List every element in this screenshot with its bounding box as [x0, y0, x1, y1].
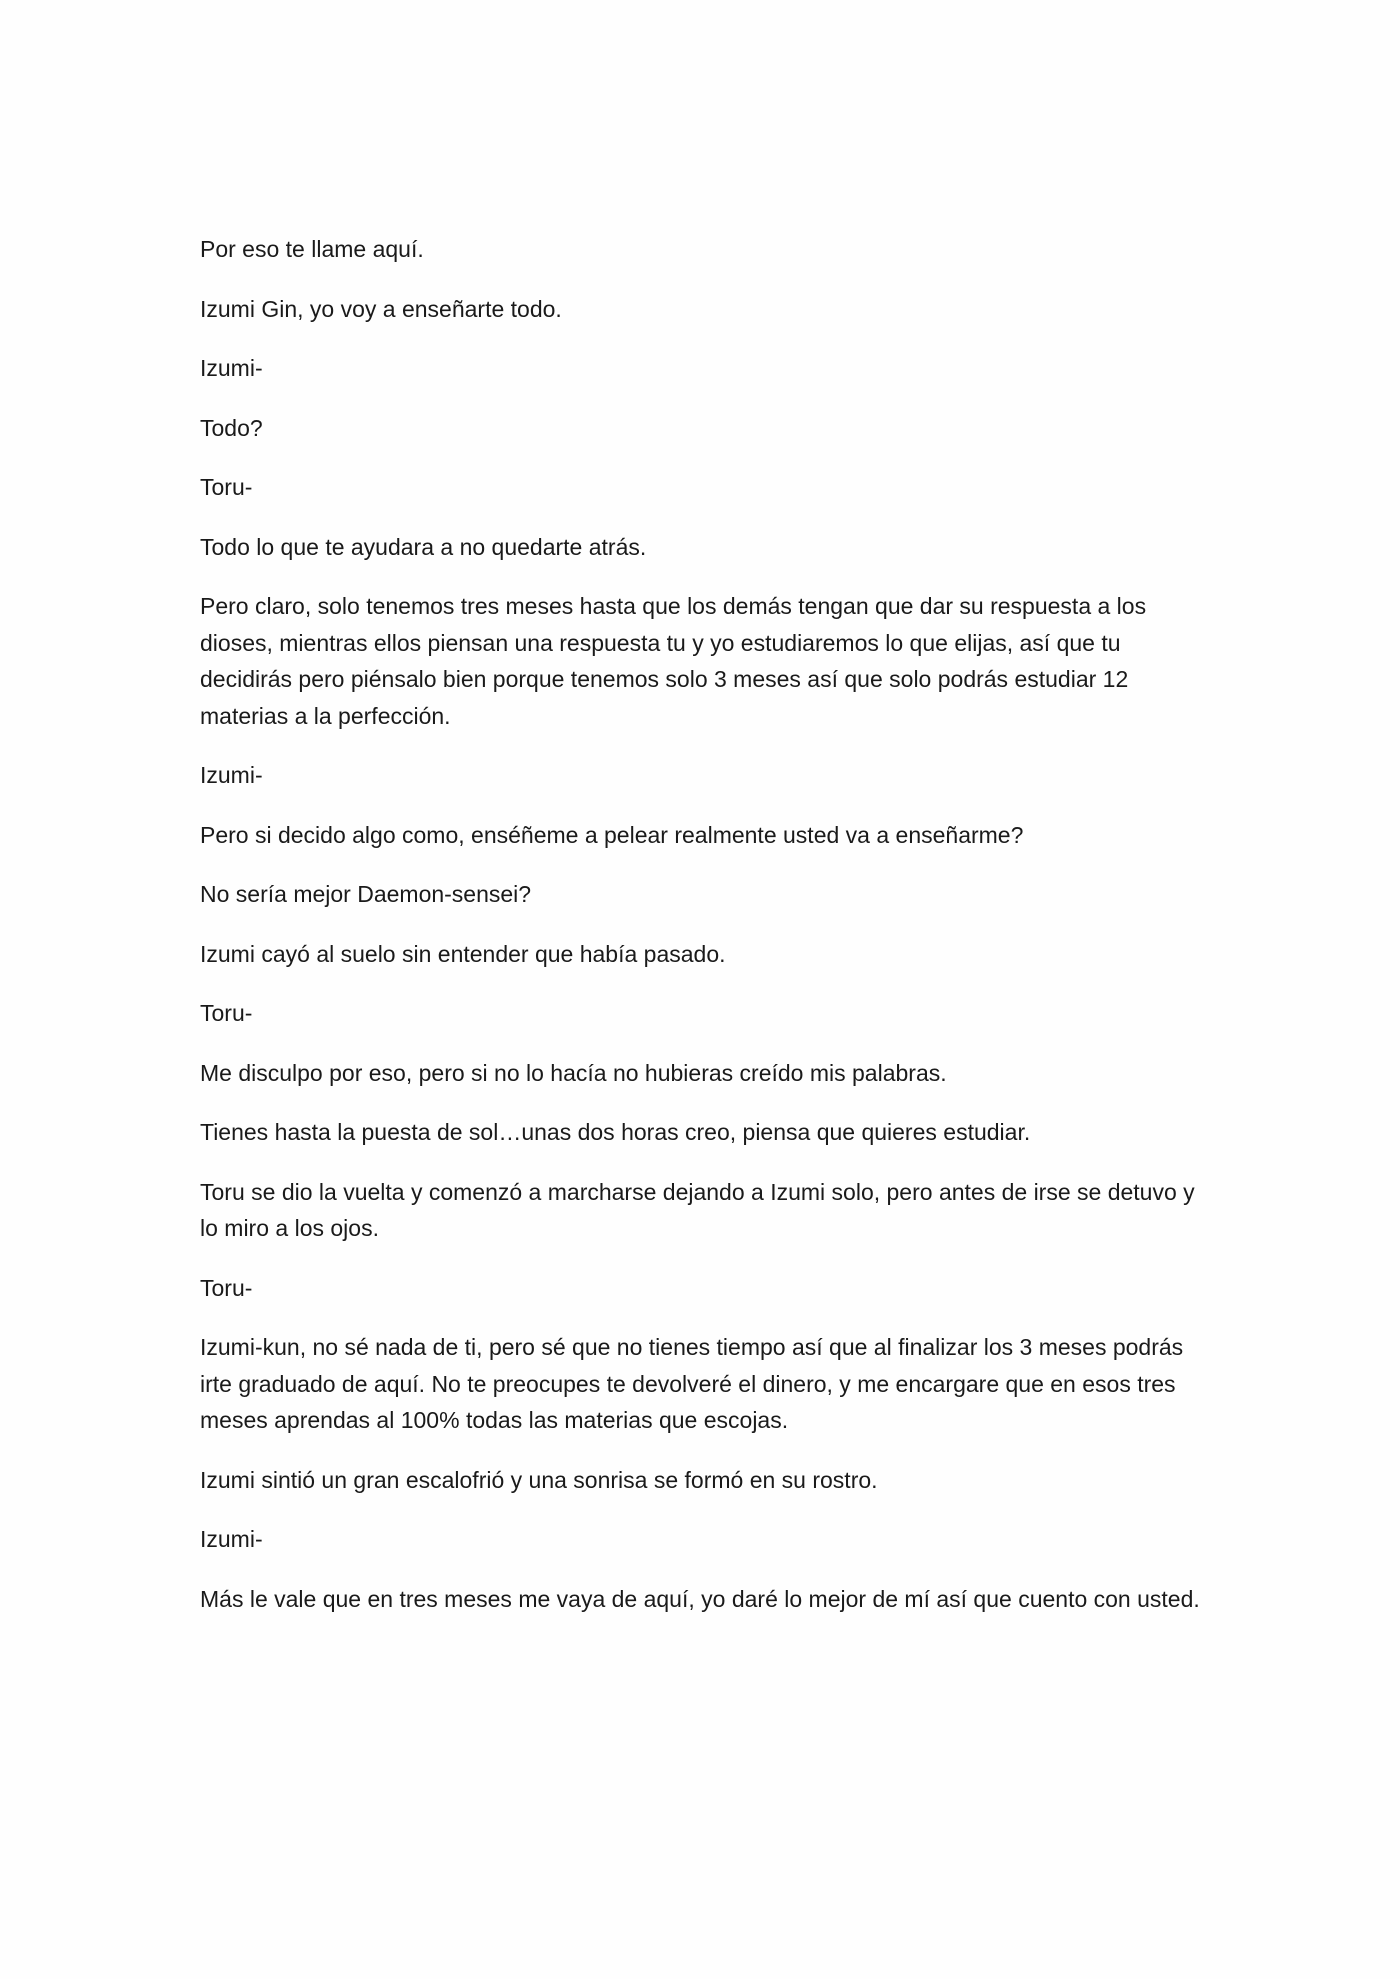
paragraph: Por eso te llame aquí. [200, 236, 424, 262]
speaker-label: Izumi- [200, 762, 263, 788]
paragraph: Pero si decido algo como, enséñeme a pelear realmente usted va a enseñarme? [200, 821, 1024, 848]
paragraph: Más le vale que en tres meses me vaya de aquí, yo daré lo mejor de mí así que cuento con usted. [200, 1585, 1200, 1612]
paragraph: Todo lo que te ayudara a no quedarte atrás. [200, 533, 647, 560]
speaker-label: Toru- [200, 1274, 253, 1301]
paragraph: Izumi Gin, yo voy a enseñarte todo. [200, 295, 562, 322]
speaker-label: Izumi- [200, 355, 263, 381]
speaker-label: Toru- [200, 474, 253, 500]
paragraph: Todo? [200, 414, 263, 441]
speaker-label: Izumi- [200, 1526, 263, 1552]
paragraph: Pero claro, solo tenemos tres meses hasta que los demás tengan que dar su respuesta a los dioses, mientras ellos piensan una respuesta tu y yo estudiaremos lo que elijas, así que tu decidirás pero piénsalo bien porque tenemos solo 3 meses así que solo podrás estudiar 12 materias a la perfección. [200, 593, 1147, 729]
paragraph: Izumi-kun, no sé nada de ti, pero sé que no tienes tiempo así que al finalizar los 3 meses podrás irte graduado de aquí. No te preocupes te devolveré el dinero, y me encargare que en esos tres meses aprendas al 100% todas las materias que escojas. [200, 1334, 1184, 1433]
paragraph: No sería mejor Daemon-sensei? [200, 881, 532, 907]
paragraph: Tienes hasta la puesta de sol…unas dos horas creo, piensa que quieres estudiar. [200, 1119, 1031, 1145]
speaker-label: Toru- [200, 1000, 253, 1026]
paragraph: Izumi sintió un gran escalofrió y una sonrisa se formó en su rostro. [200, 1466, 878, 1493]
paragraph: Me disculpo por eso, pero si no lo hacía no hubieras creído mis palabras. [200, 1059, 947, 1086]
paragraph: Izumi cayó al suelo sin entender que había pasado. [200, 940, 726, 967]
paragraph: Toru se dio la vuelta y comenzó a marcharse dejando a Izumi solo, pero antes de irse se detuvo y lo miro a los ojos. [200, 1178, 1195, 1241]
document-body [200, 231, 1205, 1640]
